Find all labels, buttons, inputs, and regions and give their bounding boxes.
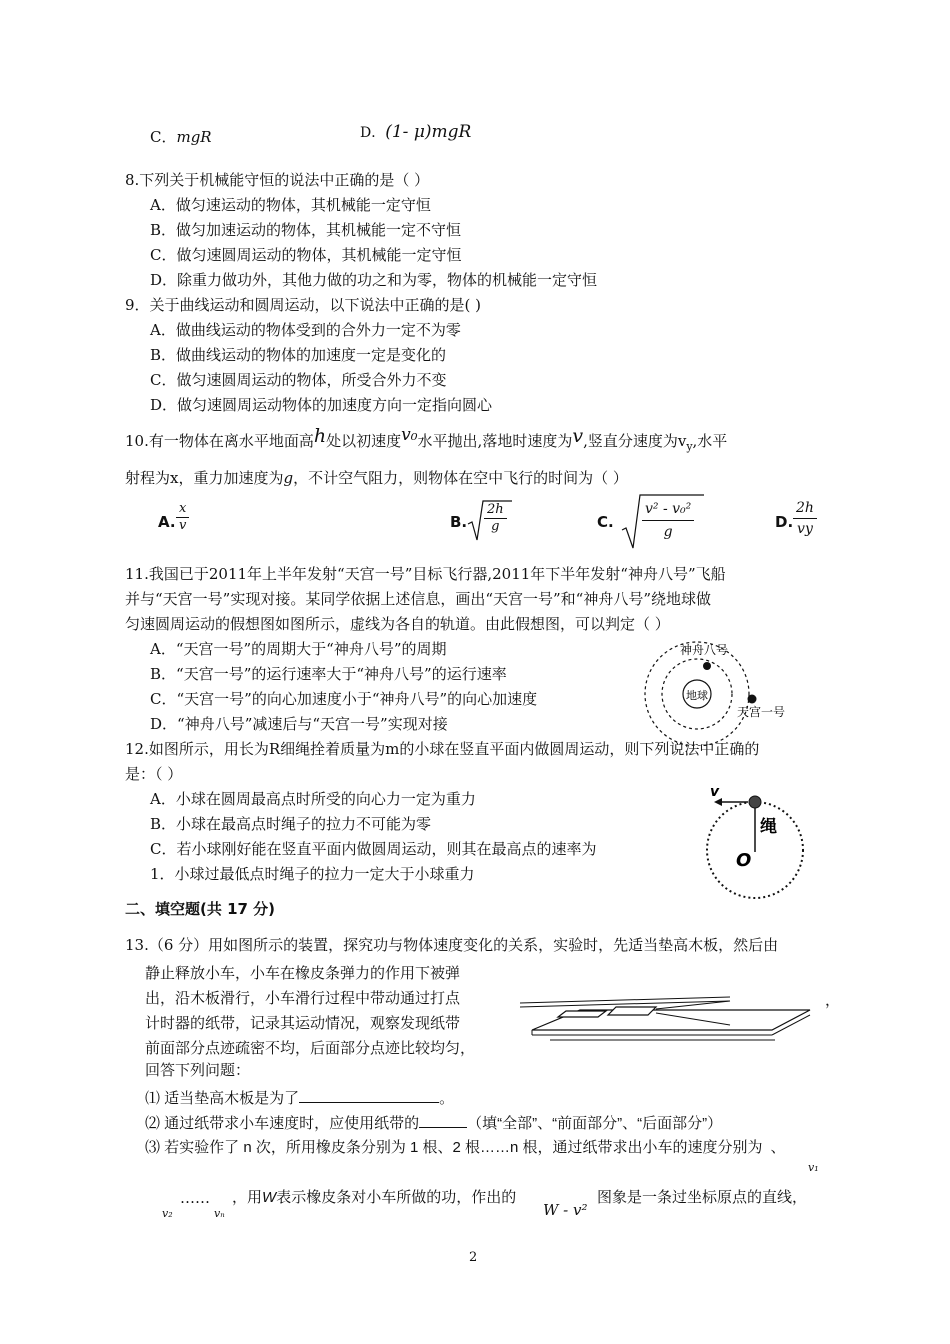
q13-sub2-blank[interactable] (419, 1113, 467, 1128)
q12-line1: 12.如图所示，用长为R细绳拴着质量为m的小球在竖直平面内做圆周运动，则下列说法中正确的 (125, 740, 760, 758)
q11-option-b: B．“天宫一号”的运行速率大于“神舟八号”的运行速率 (150, 665, 507, 683)
q11-option-c: C．“天宫一号”的向心加速度小于“神舟八号”的向心加速度 (150, 690, 538, 708)
q13-v1: v₁ (808, 1161, 819, 1174)
q12-line2: 是：（ ） (125, 765, 183, 783)
q13-sub3: ⑶ 若实验作了 n 次，所用橡皮条分别为 1 根、2 根……n 根，通过纸带求出小车的速度分别为 、 (145, 1139, 786, 1156)
q10-option-b-label: B. (450, 513, 468, 531)
q10-g-symbol: g (283, 469, 294, 487)
q10-option-c-label: C. (597, 513, 614, 531)
q10-option-a-fraction: $\frac{x}{v}$ (176, 501, 189, 534)
q8-option-d: D．除重力做功外，其他力做的功之和为零，物体的机械能一定守恒 (150, 271, 598, 289)
velocity-label: v (710, 784, 720, 800)
q9-option-a: A．做曲线运动的物体受到的合外力一定不为零 (150, 321, 461, 339)
q13-v2: v₂ (162, 1207, 173, 1220)
q8-option-b: B．做匀加速运动的物体，其机械能一定不守恒 (150, 221, 462, 239)
q11-line2: 并与“天宫一号”实现对接。某同学依据上述信息，画出“天宫一号”和“神舟八号”绕地球做 (125, 590, 712, 608)
q8-option-c: C．做匀速圆周运动的物体，其机械能一定守恒 (150, 246, 462, 264)
q13-vn: vₙ (214, 1207, 225, 1220)
q12-option-c: C．若小球刚好能在竖直平面内做圆周运动，则其在最高点的速率为 (150, 840, 597, 858)
q12-option-b: B．小球在最高点时绳子的拉力不可能为零 (150, 815, 432, 833)
q13-w-v2-symbol: W - v² (543, 1201, 588, 1219)
q13-line6: 回答下列问题： (145, 1061, 251, 1079)
q9-stem: 9．关于曲线运动和圆周运动，以下说法中正确的是( ) (125, 296, 482, 314)
q10-line2: 射程为x，重力加速度为g，不计空气阻力，则物体在空中飞行的时间为（ ） (125, 469, 628, 487)
q13-comma: ， (825, 991, 841, 1009)
q13-sub1: ⑴ 适当垫高木板是为了 。 (145, 1090, 455, 1107)
earth-label: 地球 (686, 689, 708, 702)
ball (749, 796, 761, 808)
q7-option-c-label: C． (150, 128, 177, 146)
shenzhou-label: 神舟八号 (680, 643, 729, 657)
rope-label: 绳 (760, 817, 777, 837)
q8-stem: 8.下列关于机械能守恒的说法中正确的是（ ） (125, 171, 430, 189)
q10-v-symbol: v (572, 425, 584, 447)
q10-option-a-label: A. (158, 513, 176, 531)
q13-sub1-blank[interactable] (299, 1088, 439, 1103)
section-2-title: 二、填空题(共 17 分) (125, 900, 276, 918)
q10-option-d-fraction: $\frac{2h}{vy}$ (793, 498, 817, 539)
q13-line2: 静止释放小车，小车在橡皮条弹力的作用下被弹 (145, 964, 461, 982)
center-label: O (736, 850, 752, 871)
cart (608, 1007, 656, 1015)
q11-line1: 11.我国已于2011年上半年发射“天宫一号”目标飞行器,2011年下半年发射“神舟八号”飞船 (125, 565, 726, 583)
q13-last-line: ，用W表示橡皮条对小车所做的功，作出的 (232, 1189, 517, 1206)
q13-line4: 计时器的纸带，记录其运动情况，观察发现纸带 (145, 1014, 461, 1032)
timer (558, 1011, 606, 1017)
q13-last-line-end: 图象是一条过坐标原点的直线， (597, 1189, 808, 1206)
tiangong-label: 天宫一号 (737, 705, 786, 719)
q10-v0-symbol: v₀ (401, 425, 418, 445)
q10-line1: 10.有一物体在离水平地面高h处以初速度v₀水平抛出,落地时速度为v,竖直分速度为$v_y$,水平 (125, 425, 728, 453)
q8-option-a: A．做匀速运动的物体，其机械能一定守恒 (150, 196, 431, 214)
q13-dots: …… (180, 1189, 210, 1207)
q11-option-d: D．“神舟八号”减速后与“天宫一号”实现对接 (150, 715, 448, 733)
rope-circle-figure (700, 780, 810, 900)
apparatus-figure (520, 985, 820, 1045)
q9-option-c: C．做匀速圆周运动的物体，所受合外力不变 (150, 371, 447, 389)
q10-option-d-label: D. (775, 513, 794, 531)
q13-line3: 出，沿木板滑行，小车滑行过程中带动通过打点 (145, 989, 461, 1007)
q12-option-a: A．小球在圆周最高点时所受的向心力一定为重力 (150, 790, 476, 808)
q13-sub2: ⑵ 通过纸带求小车速度时，应使用纸带的 （填“全部”、“前面部分”、“后面部分”） (145, 1115, 723, 1132)
shenzhou-dot (703, 662, 711, 670)
tiangong-dot (748, 695, 757, 704)
q11-option-a: A．“天宫一号”的周期大于“神舟八号”的周期 (150, 640, 447, 658)
orbit-figure (635, 636, 795, 746)
q7-option-d-expr: (1- μ)mgR (385, 122, 472, 142)
q11-line3: 匀速圆周运动的假想图如图所示，虚线为各自的轨道。由此假想图，可以判定（ ） (125, 615, 670, 633)
q9-option-b: B．做曲线运动的物体的加速度一定是变化的 (150, 346, 447, 364)
q9-option-d: D．做匀速圆周运动物体的加速度方向一定指向圆心 (150, 396, 493, 414)
q13-line5: 前面部分点迹疏密不均，后面部分点迹比较均匀， (145, 1039, 476, 1057)
q7-option-c-expr: mgR (176, 128, 212, 146)
page-number: 2 (469, 1250, 478, 1265)
q12-option-d: 1．小球过最低点时绳子的拉力一定大于小球重力 (150, 865, 475, 883)
q10-h-symbol: h (313, 425, 327, 447)
q7-option-d-label: D． (360, 125, 386, 141)
q13-line1: 13.（6 分）用如图所示的装置，探究功与物体速度变化的关系，实验时，先适当垫高木板，然后由 (125, 936, 779, 954)
